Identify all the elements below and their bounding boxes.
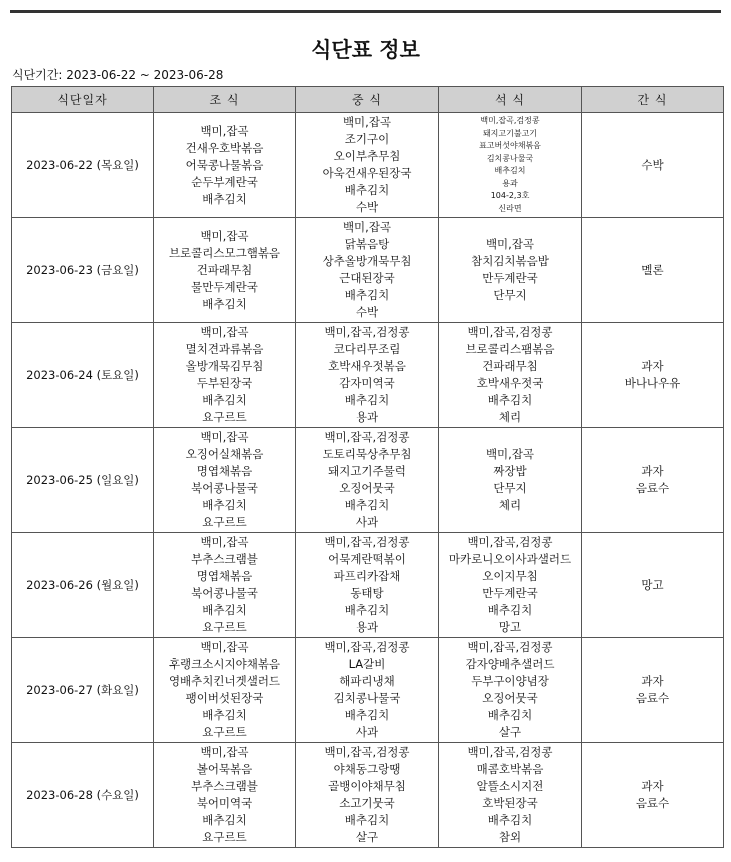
menu-item: 해파리냉채 [339, 674, 395, 688]
menu-item: 북어미역국 [196, 796, 253, 810]
menu-item: 명엽채볶음 [196, 569, 253, 583]
lunch-cell [296, 218, 439, 323]
lunch-cell [296, 638, 439, 743]
header-dinner: 석 식 [439, 87, 582, 113]
menu-item: 올방개묵김무침 [185, 359, 264, 373]
menu-item: 사과 [355, 515, 379, 529]
menu-item: 백미,잡곡,검정콩 [324, 325, 410, 339]
menu-item: 순두부계란국 [191, 174, 258, 189]
menu-item: 팽이버섯된장국 [185, 691, 264, 705]
breakfast-cell [154, 533, 296, 638]
snack-cell [582, 638, 724, 743]
snack-cell [582, 113, 724, 218]
menu-item: 오이부추무침 [333, 149, 401, 163]
menu-item: 과자 [641, 464, 664, 478]
meal-date: 2023-06-27 (화요일) [12, 638, 154, 743]
top-rule [10, 10, 721, 13]
page-title: 식단표 정보 [311, 38, 420, 62]
meal-date: 2023-06-24 (토요일) [12, 323, 154, 428]
table-row [12, 113, 724, 218]
menu-item: 단무지 [493, 288, 527, 302]
menu-item: 배추김치 [487, 708, 533, 722]
menu-item: 백미,잡곡,검정콩 [467, 325, 553, 339]
menu-item: 매콤호박볶음 [476, 762, 544, 776]
menu-item: 표고버섯야채볶음 [479, 141, 541, 150]
menu-item: 영배추치킨너겟샐러드 [168, 674, 281, 688]
snack-cell [582, 428, 724, 533]
table-row [12, 638, 724, 743]
menu-item: 요구르트 [202, 725, 247, 739]
menu-item: 요구르트 [202, 830, 247, 844]
header-breakfast: 조 식 [154, 87, 296, 113]
menu-item: 배추김치 [344, 498, 390, 512]
menu-item: 백미,잡곡,검정콩 [467, 535, 553, 549]
menu-item: 백미,잡곡,검정콩 [467, 640, 553, 654]
menu-item: 오징어실채볶음 [185, 447, 264, 461]
menu-item: 배추김치 [202, 708, 247, 722]
menu-item: 백미,잡곡 [200, 535, 249, 549]
menu-item: 부추스크램블 [191, 779, 258, 793]
dinner-cell [439, 638, 582, 743]
menu-item: 파프리카잡채 [333, 569, 401, 583]
menu-item: 체리 [498, 498, 522, 512]
menu-item: 아욱건새우된장국 [322, 166, 412, 180]
menu-item: 어묵콩나물볶음 [185, 157, 264, 172]
menu-item: 만두계란국 [482, 586, 538, 600]
menu-item: 요구르트 [202, 410, 247, 424]
menu-item: 두부구이양념장 [471, 674, 549, 688]
header-date: 식단일자 [12, 87, 154, 113]
table-row [12, 323, 724, 428]
meal-date: 2023-06-26 (월요일) [12, 533, 154, 638]
menu-item: 백미,잡곡,검정콩 [324, 430, 410, 444]
menu-item: 망고 [641, 577, 664, 592]
menu-item: 음료수 [635, 796, 670, 810]
menu-item: 배추김치 [487, 813, 533, 827]
menu-item: 배추김치 [202, 813, 247, 827]
menu-item: 백미,잡곡,검정콩 [324, 640, 410, 654]
menu-item: 용과 [355, 620, 379, 634]
dinner-cell [439, 218, 582, 323]
menu-item: 요구르트 [202, 620, 247, 634]
menu-item: 배추김치 [202, 191, 247, 206]
breakfast-cell [154, 218, 296, 323]
menu-item: 배추김치 [202, 603, 247, 617]
lunch-cell [296, 113, 439, 218]
menu-item: 볼어묵볶음 [196, 762, 253, 776]
menu-item: 후랭크소시지야채볶음 [168, 657, 281, 671]
breakfast-cell [154, 323, 296, 428]
header-snack: 간 식 [582, 87, 724, 113]
menu-item: 건새우호박볶음 [185, 140, 264, 155]
menu-item: 용과 [502, 178, 518, 188]
menu-item: 백미,잡곡 [200, 640, 249, 654]
dinner-cell [439, 743, 582, 848]
menu-item: 배추김치 [344, 288, 390, 302]
menu-item: 백미,잡곡 [485, 447, 535, 461]
menu-item: 배추김치 [487, 603, 533, 617]
breakfast-cell [154, 428, 296, 533]
menu-item: 두부된장국 [196, 376, 253, 390]
menu-item: 배추김치 [344, 813, 390, 827]
lunch-cell [296, 533, 439, 638]
menu-item: 건파래무침 [196, 262, 253, 277]
menu-item: 음료수 [635, 481, 670, 495]
menu-item: 과자 [641, 674, 664, 688]
breakfast-cell [154, 638, 296, 743]
menu-item: 요구르트 [202, 515, 247, 529]
meal-table-body [12, 113, 724, 848]
menu-item: 감자미역국 [339, 376, 395, 390]
menu-item: 백미,잡곡,검정콩 [324, 535, 410, 549]
menu-item: 김치콩나물국 [333, 691, 401, 705]
menu-item: 배추김치 [344, 393, 390, 407]
lunch-cell [296, 323, 439, 428]
menu-item: 물만두계란국 [191, 279, 258, 294]
snack-cell [582, 218, 724, 323]
menu-item: 알뜰소시지전 [476, 779, 544, 793]
menu-item: 동태탕 [350, 586, 384, 600]
menu-item: 수박 [641, 157, 664, 172]
menu-item: 명엽채볶음 [196, 464, 253, 478]
menu-item: LA갈비 [348, 657, 386, 671]
menu-item: 호박새우젓볶음 [328, 359, 406, 373]
menu-item: 사과 [355, 725, 379, 739]
snack-cell [582, 323, 724, 428]
menu-item: 신라면 [498, 203, 522, 213]
menu-item: 어묵계란떡볶이 [328, 552, 406, 566]
menu-item: 체리 [498, 410, 522, 424]
dinner-cell [439, 533, 582, 638]
menu-item: 백미,잡곡 [200, 123, 249, 138]
menu-item: 호박된장국 [482, 796, 538, 810]
menu-item: 백미,잡곡,검정콩 [480, 116, 540, 125]
table-row [12, 743, 724, 848]
dinner-cell [439, 428, 582, 533]
menu-item: 브로콜리스팸볶음 [465, 342, 555, 356]
menu-item: 참외 [498, 830, 522, 844]
menu-item: 단무지 [493, 481, 527, 495]
menu-item: 북어콩나물국 [191, 586, 258, 600]
menu-item: 배추김치 [202, 498, 247, 512]
menu-item: 백미,잡곡 [200, 745, 249, 759]
menu-item: 오징어뭇국 [482, 691, 538, 705]
table-row [12, 533, 724, 638]
menu-item: 만두계란국 [482, 271, 538, 285]
menu-item: 용과 [355, 410, 379, 424]
menu-item: 배추김치 [344, 183, 390, 197]
lunch-cell [296, 428, 439, 533]
meal-date: 2023-06-23 (금요일) [12, 218, 154, 323]
menu-item: 참치김치볶음밥 [471, 254, 549, 268]
meal-date: 2023-06-25 (일요일) [12, 428, 154, 533]
menu-item: 104-2,3호 [490, 191, 530, 200]
menu-item: 부추스크램블 [191, 552, 258, 566]
menu-item: 바나나우유 [624, 376, 681, 390]
menu-item: 백미,잡곡,검정콩 [467, 745, 553, 759]
menu-item: 살구 [498, 725, 522, 739]
menu-item: 백미,잡곡 [200, 325, 249, 339]
menu-item: 백미,잡곡 [200, 430, 249, 444]
snack-cell [582, 533, 724, 638]
menu-item: 돼지고기불고기 [482, 128, 538, 138]
header-lunch: 중 식 [296, 87, 439, 113]
menu-item: 골뱅이야채무침 [328, 779, 406, 793]
menu-item: 야채동그랑땡 [333, 762, 401, 776]
menu-item: 호박새우젓국 [476, 376, 544, 390]
meal-period: 식단기간: 2023-06-22 ~ 2023-06-28 [12, 68, 224, 82]
menu-item: 배추김치 [202, 393, 247, 407]
menu-item: 브로콜리스모그햄볶음 [168, 245, 281, 260]
menu-item: 수박 [355, 305, 379, 319]
menu-item: 음료수 [635, 691, 670, 705]
menu-item: 백미,잡곡 [485, 237, 535, 251]
meal-date: 2023-06-22 (목요일) [12, 113, 154, 218]
header-row [12, 87, 724, 113]
menu-item: 백미,잡곡 [200, 228, 249, 243]
menu-item: 살구 [355, 830, 379, 844]
menu-item: 백미,잡곡 [342, 115, 392, 129]
menu-item: 감자양배추샐러드 [465, 657, 555, 671]
lunch-cell [296, 743, 439, 848]
menu-item: 도토리묵상추무침 [322, 447, 412, 461]
menu-item: 마카로니오이사과샐러드 [448, 552, 572, 566]
menu-item: 소고기뭇국 [339, 796, 395, 810]
menu-item: 배추김치 [344, 708, 390, 722]
menu-item: 오이지무침 [482, 569, 538, 583]
menu-item: 닭볶음탕 [344, 237, 390, 251]
menu-item: 조기구이 [344, 132, 390, 146]
menu-item: 건파래무침 [482, 359, 538, 373]
dinner-cell [439, 323, 582, 428]
menu-item: 백미,잡곡,검정콩 [324, 745, 410, 759]
menu-item: 오징어뭇국 [339, 481, 395, 495]
menu-item: 망고 [498, 620, 522, 634]
menu-item: 과자 [641, 779, 664, 793]
table-row [12, 428, 724, 533]
table-row [12, 218, 724, 323]
meal-table [11, 86, 724, 848]
menu-item: 배추김치 [487, 393, 533, 407]
menu-item: 돼지고기주물럭 [328, 464, 406, 478]
menu-item: 멜론 [641, 262, 664, 277]
menu-item: 상추올방개묵무침 [322, 254, 412, 268]
dinner-cell [439, 113, 582, 218]
menu-item: 코다리무조림 [333, 342, 401, 356]
menu-item: 수박 [355, 200, 379, 214]
menu-item: 근대된장국 [339, 271, 395, 285]
meal-date: 2023-06-28 (수요일) [12, 743, 154, 848]
menu-item: 배추김치 [344, 603, 390, 617]
snack-cell [582, 743, 724, 848]
breakfast-cell [154, 743, 296, 848]
menu-item: 김치콩나물국 [486, 153, 534, 163]
menu-item: 배추김치 [494, 166, 526, 175]
menu-item: 백미,잡곡 [342, 220, 392, 234]
menu-item: 과자 [641, 359, 664, 373]
menu-item: 짜장밥 [493, 464, 527, 478]
menu-item: 멸치견과류볶음 [185, 342, 264, 356]
menu-item: 북어콩나물국 [191, 481, 258, 495]
menu-item: 배추김치 [202, 296, 247, 311]
breakfast-cell [154, 113, 296, 218]
